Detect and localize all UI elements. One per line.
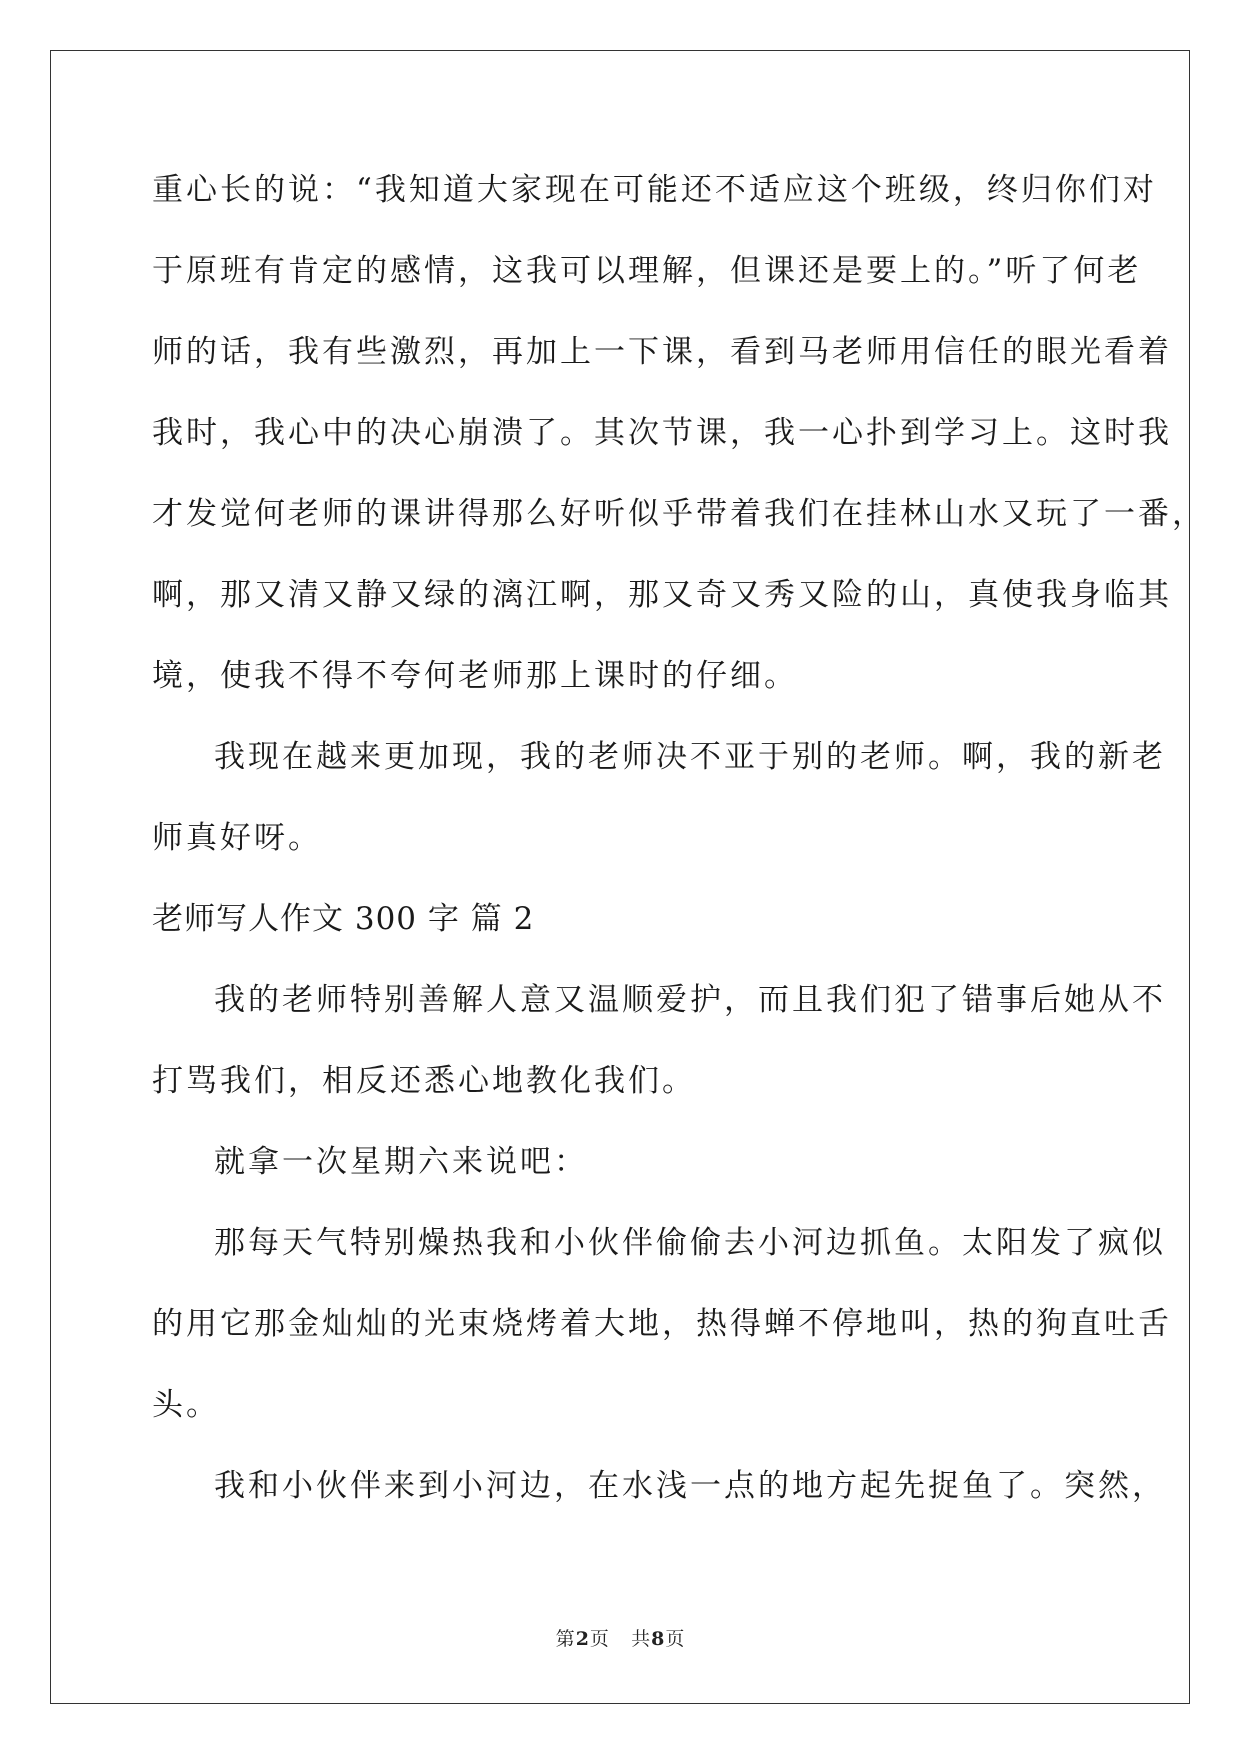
text-line: 重心长的说：“我知道大家现在可能还不适应这个班级，终归你们对 [152, 172, 1157, 208]
text-line: 师真好呀。 [152, 820, 322, 856]
text-line: 境，使我不得不夸何老师那上课时的仔细。 [152, 658, 798, 694]
page-suffix: 页 [589, 1628, 610, 1650]
text-line: 的用它那金灿灿的光束烧烤着大地，热得蝉不停地叫，热的狗直吐舌 [152, 1306, 1172, 1342]
paragraph-start-line: 就拿一次星期六来说吧： [214, 1144, 588, 1180]
text-line: 打骂我们，相反还悉心地教化我们。 [152, 1063, 696, 1099]
text-line: 啊，那又清又静又绿的漓江啊，那又奇又秀又险的山，真使我身临其 [152, 577, 1172, 613]
text-line: 师的话，我有些激烈，再加上一下课，看到马老师用信任的眼光看着 [152, 334, 1172, 370]
page-prefix: 第 [555, 1628, 576, 1650]
text-line: 头。 [152, 1387, 220, 1423]
paragraph-start-line: 我和小伙伴来到小河边，在水浅一点的地方起先捉鱼了。突然， [214, 1468, 1166, 1504]
total-prefix: 共 [631, 1628, 652, 1650]
section-heading: 老师写人作文 300 字 篇 2 [152, 901, 535, 937]
total-suffix: 页 [665, 1628, 686, 1650]
text-line: 于原班有肯定的感情，这我可以理解，但课还是要上的。”听了何老 [152, 253, 1142, 289]
page-footer [0, 1624, 1241, 1651]
paragraph-start-line: 我的老师特别善解人意又温顺爱护，而且我们犯了错事后她从不 [214, 982, 1166, 1018]
paragraph-start-line: 那每天气特别燥热我和小伙伴偷偷去小河边抓鱼。太阳发了疯似 [214, 1225, 1166, 1261]
page-current: 2 [575, 1628, 590, 1650]
paragraph-start-line: 我现在越来更加现，我的老师决不亚于别的老师。啊，我的新老 [214, 739, 1166, 775]
page-total: 8 [651, 1628, 666, 1650]
document-body [152, 160, 1206, 1537]
text-line: 我时，我心中的决心崩溃了。其次节课，我一心扑到学习上。这时我 [152, 415, 1172, 451]
text-line: 才发觉何老师的课讲得那么好听似乎带着我们在挂林山水又玩了一番， [152, 496, 1206, 532]
